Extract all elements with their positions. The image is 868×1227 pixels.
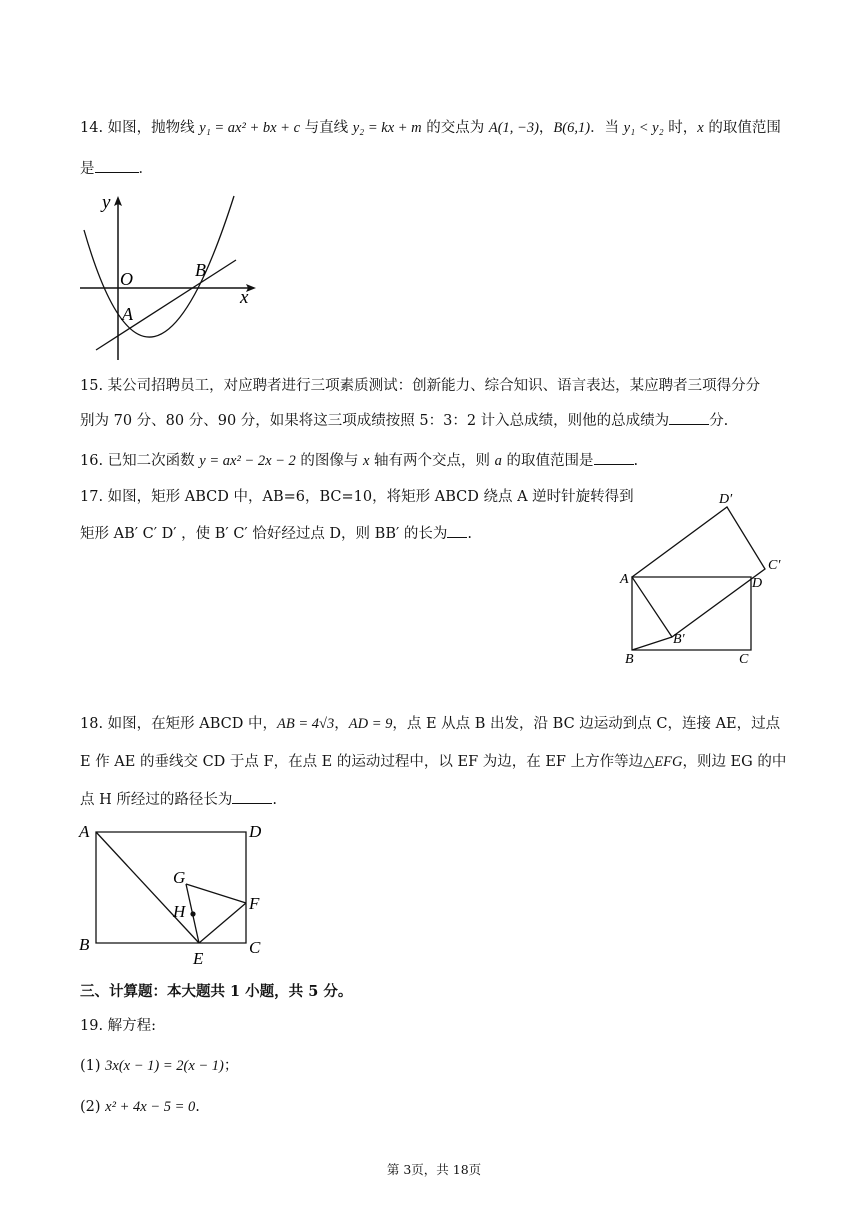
q18-text: ，点 E 从点 B 出发，沿 BC 边运动到点 C，连接 AE，过点	[392, 716, 781, 732]
q14-text: 与直线	[300, 120, 353, 136]
line-equation: y₂ = kx + m	[352, 120, 422, 136]
q14-figure	[76, 190, 266, 370]
quadratic-equation: y = ax² − 2x − 2	[199, 453, 296, 469]
var-x: x	[363, 453, 370, 469]
answer-blank[interactable]	[447, 522, 467, 538]
label-c: C	[739, 652, 749, 667]
parabola-equation: y₁ = ax² + bx + c	[199, 120, 301, 136]
label-b: B	[625, 652, 634, 667]
condition: y₁ < y₂	[623, 120, 664, 136]
answer-blank[interactable]	[95, 157, 139, 173]
q18-text: E 作 AE 的垂线交 CD 于点 F，在点 E 的运动过程中，以 EF 为边，在 EF 上方作等边	[80, 754, 644, 770]
label-c-prime: C′	[768, 558, 781, 573]
label-b: B	[79, 935, 90, 954]
q14-text: 时，	[663, 120, 698, 136]
q19-text: .	[195, 1099, 200, 1115]
label-x: x	[240, 287, 249, 308]
answer-blank[interactable]	[669, 409, 709, 425]
label-f: F	[249, 894, 260, 913]
q18-text: ，	[334, 716, 349, 732]
equation-2: x² + 4x − 5 = 0	[105, 1099, 196, 1115]
q18-figure	[76, 820, 276, 970]
q19-part1	[80, 1056, 238, 1076]
q18-line3	[80, 788, 277, 810]
ab-length: AB = 4√3	[277, 716, 335, 732]
point-b: B(6,1)	[553, 120, 591, 136]
label-b-prime: B′	[673, 632, 685, 647]
label-b: B	[195, 260, 206, 280]
var-x: x	[697, 120, 704, 136]
q17-figure	[615, 485, 805, 670]
q19-text: ；	[223, 1058, 239, 1074]
q17-text: 矩形 AB′ C′ D′ ，使 B′ C′ 恰好经过点 D，则 BB′ 的长为	[80, 526, 448, 542]
q15-text: 别为 70 分、80 分、90 分，如果将这三项成绩按照 5：3：2 计入总成绩，则他的总成绩为	[80, 413, 670, 429]
label-e: E	[193, 949, 204, 968]
q14-line1	[80, 118, 781, 138]
q14-text: ．当	[590, 120, 624, 136]
part-label: (1)	[80, 1058, 106, 1074]
q16-text: 轴有两个交点，则	[369, 453, 495, 469]
equation-1: 3x(x − 1) = 2(x − 1)	[105, 1058, 224, 1074]
page-footer: 第 3页，共 18页	[386, 1162, 482, 1177]
q18-line1	[80, 714, 780, 734]
q19-title: 19. 解方程:	[80, 1018, 157, 1034]
section-title: 三、计算题：本大题共 1 小题，共 5 分。	[80, 983, 353, 1000]
label-a: A	[122, 304, 133, 324]
q18-line2	[80, 752, 786, 772]
q18-text: 18. 如图，在矩形 ABCD 中，	[80, 716, 278, 732]
label-o: O	[120, 269, 133, 289]
q17-text: .	[467, 526, 472, 542]
var-a: a	[494, 453, 502, 469]
q16-text: .	[633, 453, 639, 469]
q16-line	[80, 449, 638, 471]
label-y: y	[102, 192, 111, 213]
triangle-efg: △EFG	[643, 754, 683, 770]
label-d: D	[249, 822, 262, 841]
answer-blank[interactable]	[594, 449, 634, 465]
q14-text: 的取值范围	[703, 120, 781, 136]
q14-line2	[80, 157, 153, 179]
q14-text: 是	[80, 161, 95, 177]
q18-text: ，则边 EG 的中	[682, 754, 787, 770]
q19-part2	[80, 1097, 200, 1117]
part-label: (2)	[80, 1099, 106, 1115]
point-a: A(1, −3)	[488, 120, 539, 136]
q16-text: 的取值范围是	[501, 453, 594, 469]
q18-text: 点 H 所经过的路径长为	[80, 792, 233, 808]
q14-text: 的交点为	[421, 120, 489, 136]
ad-length: AD = 9	[348, 716, 393, 732]
q15-line1: 15. 某公司招聘员工，对应聘者进行三项素质测试：创新能力、综合知识、语言表达，某应聘者三项得分分	[80, 378, 761, 394]
label-g: G	[173, 868, 186, 887]
answer-blank[interactable]	[232, 788, 272, 804]
q15-line2	[80, 409, 728, 431]
q15-text: 分.	[709, 413, 729, 429]
q17-line2	[80, 522, 472, 544]
q14-text: ．	[138, 161, 153, 177]
label-d: D	[752, 576, 763, 591]
label-h: H	[173, 902, 186, 921]
label-d-prime: D′	[719, 492, 733, 507]
q16-text: 的图像与	[295, 453, 364, 469]
label-a: A	[79, 822, 90, 841]
q17-line1: 17. 如图，矩形 ABCD 中，AB=6，BC=10，将矩形 ABCD 绕点 A 逆时针旋转得到	[80, 489, 634, 505]
q18-text: .	[272, 792, 277, 808]
q16-text: 16. 已知二次函数	[80, 453, 200, 469]
q14-text: ，	[538, 120, 554, 136]
label-a: A	[620, 572, 629, 587]
q14-text: 14. 如图，抛物线	[80, 120, 200, 136]
label-c: C	[249, 938, 261, 957]
